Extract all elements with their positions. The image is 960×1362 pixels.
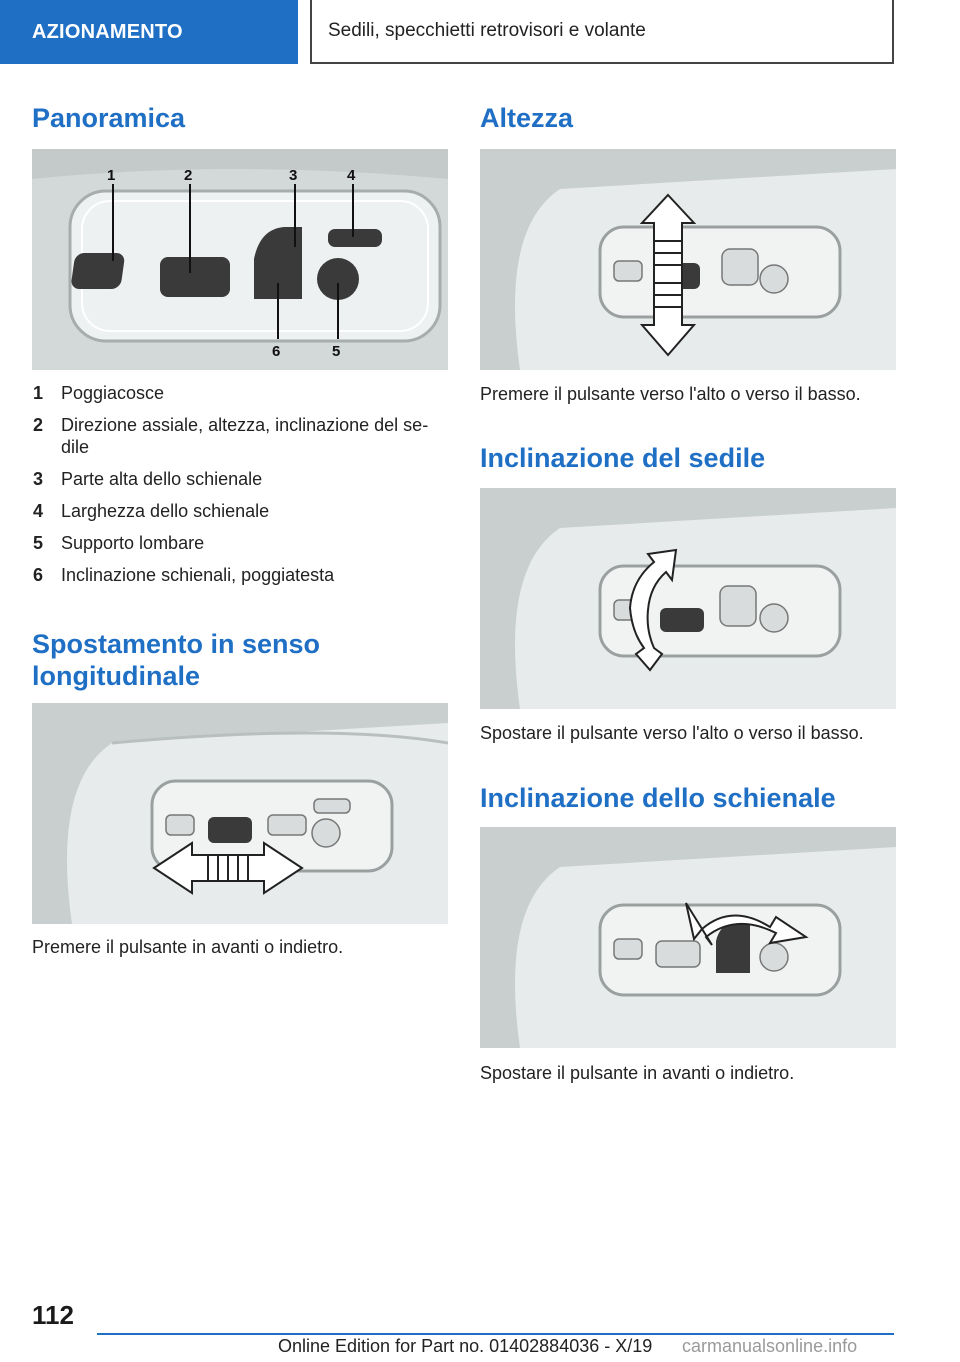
legend-item: 2 Direzione assiale, altezza, inclinazione del se-dile bbox=[33, 415, 429, 457]
heading-longitudinale: Spostamento in senso longitudinale bbox=[32, 629, 321, 691]
legend-item: 5 Supporto lombare bbox=[33, 533, 205, 553]
caption-incl-sedile: Spostare il pulsante verso l'alto o verso il basso. bbox=[480, 723, 864, 743]
figure-label: 4 bbox=[347, 167, 356, 184]
legend-item: 4 Larghezza dello schienale bbox=[33, 501, 270, 521]
page-number: 112 bbox=[32, 1300, 74, 1330]
caption-altezza: Premere il pulsante verso l'alto o verso il basso. bbox=[480, 384, 861, 404]
section-tab[interactable]: AZIONAMENTO bbox=[0, 0, 298, 64]
figure-label: 1 bbox=[107, 167, 116, 184]
heading-altezza: Altezza bbox=[480, 103, 574, 133]
figure-panoramica bbox=[32, 149, 448, 370]
figure-incl-schienale bbox=[480, 827, 896, 1048]
figure-label: 6 bbox=[272, 343, 281, 360]
footer-divider bbox=[97, 1333, 894, 1335]
figure-incl-sedile bbox=[480, 488, 896, 709]
legend-item: 1 Poggiacosce bbox=[33, 383, 165, 403]
legend-item: 3 Parte alta dello schienale bbox=[33, 469, 263, 489]
legend-item: 6 Inclinazione schienali, poggiatesta bbox=[33, 565, 335, 585]
caption-incl-schienale: Spostare il pulsante in avanti o indietro. bbox=[480, 1063, 795, 1083]
heading-panoramica: Panoramica bbox=[32, 103, 186, 133]
watermark: carmanualsonline.info bbox=[682, 1336, 858, 1356]
heading-incl-sedile: Inclinazione del sedile bbox=[480, 443, 766, 473]
figure-label: 2 bbox=[184, 167, 193, 184]
caption-longitudinale: Premere il pulsante in avanti o indietro. bbox=[32, 937, 344, 957]
figure-label: 5 bbox=[332, 343, 341, 360]
chapter-title: Sedili, specchietti retrovisori e volante bbox=[310, 0, 894, 64]
figure-longitudinale bbox=[32, 703, 448, 924]
footer-edition: Online Edition for Part no. 01402884036 - X/19 bbox=[278, 1336, 653, 1356]
figure-label: 3 bbox=[289, 167, 298, 184]
figure-altezza bbox=[480, 149, 896, 370]
heading-incl-schienale: Inclinazione dello schienale bbox=[480, 783, 836, 813]
legend-list bbox=[33, 382, 449, 596]
